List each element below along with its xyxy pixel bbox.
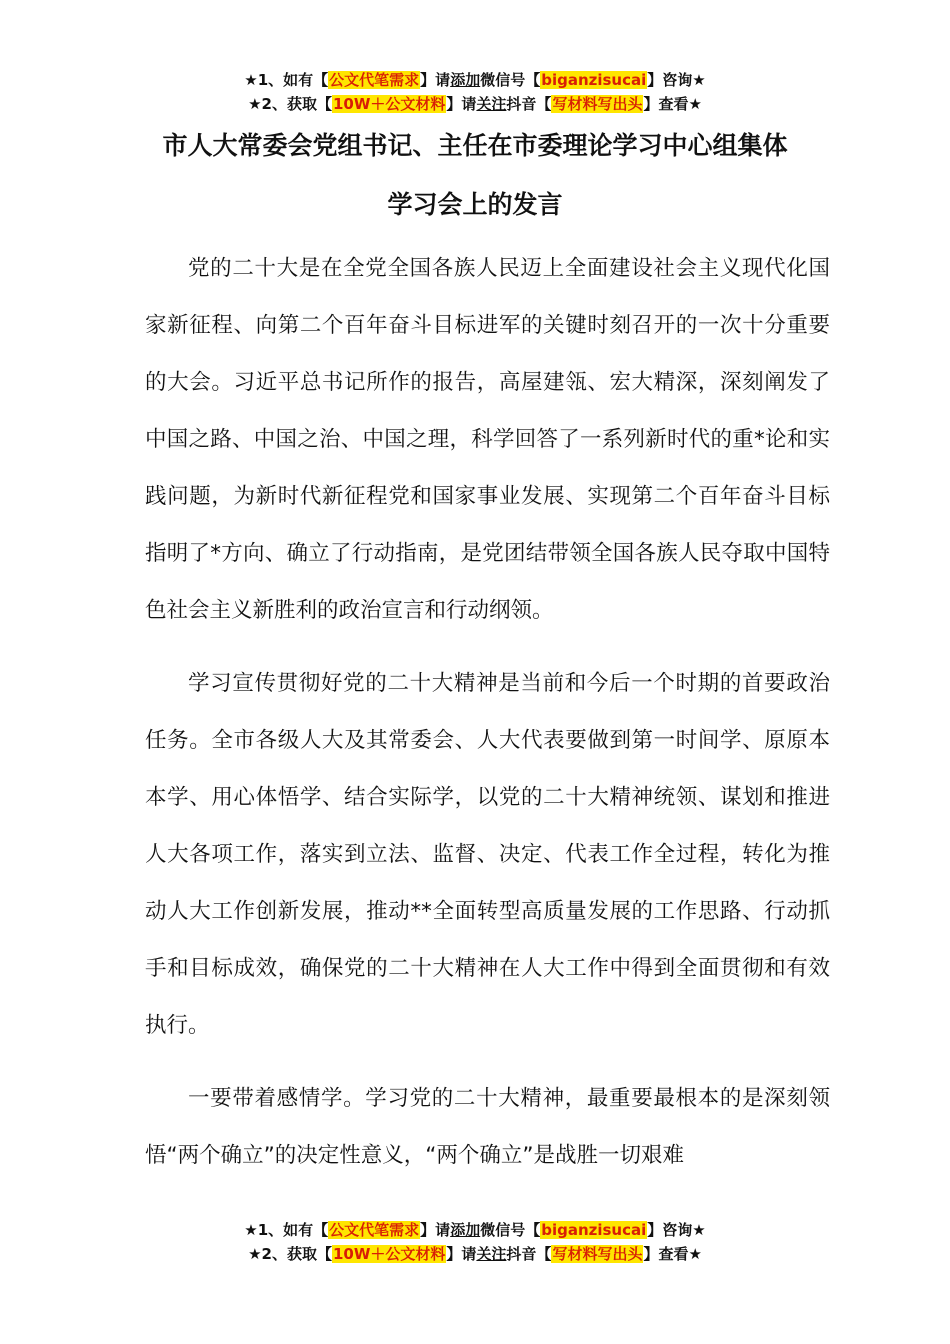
body-paragraph: 党的二十大是在全党全国各族人民迈上全面建设社会主义现代化国家新征程、向第二个百年奋斗目标进军的关键时刻召开的一次十分重要的大会。习近平总书记所作的报告，高屋建瓴、宏大精深，深刻阐发了中国之路、中国之治、中国之理，科学回答了一系列新时代的重*论和实践问题，为新时代新征程党和国家事业发展、实现第二个百年奋斗目标指明了*方向、确立了行动指南，是党团结带领全国各族人民夺取中国特色社会主义新胜利的政治宣言和行动纲领。 — [145, 256, 830, 623]
document-title-line-1: 市人大常委会党组书记、主任在市委理论学习中心组集体 — [162, 131, 788, 160]
footer-promo — [0, 1218, 950, 1266]
promo-underlined: 添加 — [450, 1221, 481, 1239]
promo-text: 微信号【 — [480, 1221, 541, 1239]
promo-text: 】咨询★ — [647, 1221, 706, 1239]
promo-text: ★1、如有【 — [244, 71, 329, 89]
body-paragraph: 一要带着感情学。学习党的二十大精神，最重要最根本的是深刻领悟“两个确立”的决定性意义，“两个确立”是战胜一切艰难 — [145, 1086, 830, 1168]
promo-text: 】咨询★ — [647, 71, 706, 89]
header-promo — [0, 68, 950, 116]
body-paragraph: 学习宣传贯彻好党的二十大精神是当前和今后一个时期的首要政治任务。全市各级人大及其常委会、人大代表要做到第一时间学、原原本本学、用心体悟学、结合实际学，以党的二十大精神统领、谋划和推进人大各项工作，落实到立法、监督、决定、代表工作全过程，转化为推动人大工作创新发展，推动**全面转型高质量发展的工作思路、行动抓手和目标成效，确保党的二十大精神在人大工作中得到全面贯彻和有效执行。 — [145, 671, 830, 1038]
document-body — [145, 240, 830, 1200]
promo-highlight: 公文代笔需求 — [329, 71, 420, 89]
promo-line-1 — [0, 68, 950, 92]
promo-highlight: 10W＋公文材料 — [332, 1245, 446, 1263]
promo-text: ★1、如有【 — [244, 1221, 329, 1239]
promo-line-1 — [0, 1218, 950, 1242]
promo-line-2 — [0, 1242, 950, 1266]
promo-highlight: 写材料写出头 — [552, 95, 643, 113]
promo-underlined: 添加 — [450, 71, 481, 89]
promo-text: 】请 — [446, 1245, 477, 1263]
promo-text: 】请 — [446, 95, 477, 113]
promo-underlined: 关注 — [476, 95, 507, 113]
promo-highlight: biganzisucai — [541, 1221, 647, 1239]
promo-text: 抖音【 — [506, 1245, 552, 1263]
promo-text: ★2、获取【 — [248, 95, 332, 113]
promo-text: ★2、获取【 — [248, 1245, 332, 1263]
promo-line-2 — [0, 92, 950, 116]
promo-underlined: 关注 — [476, 1245, 507, 1263]
promo-highlight: 10W＋公文材料 — [332, 95, 446, 113]
promo-text: 】查看★ — [643, 1245, 702, 1263]
promo-highlight: biganzisucai — [541, 71, 647, 89]
promo-text: 】查看★ — [643, 95, 702, 113]
promo-text: 微信号【 — [480, 71, 541, 89]
document-title-line-2: 学习会上的发言 — [387, 190, 563, 219]
promo-highlight: 公文代笔需求 — [329, 1221, 420, 1239]
promo-text: 】请 — [420, 1221, 451, 1239]
promo-text: 】请 — [420, 71, 451, 89]
promo-text: 抖音【 — [506, 95, 552, 113]
promo-highlight: 写材料写出头 — [552, 1245, 643, 1263]
